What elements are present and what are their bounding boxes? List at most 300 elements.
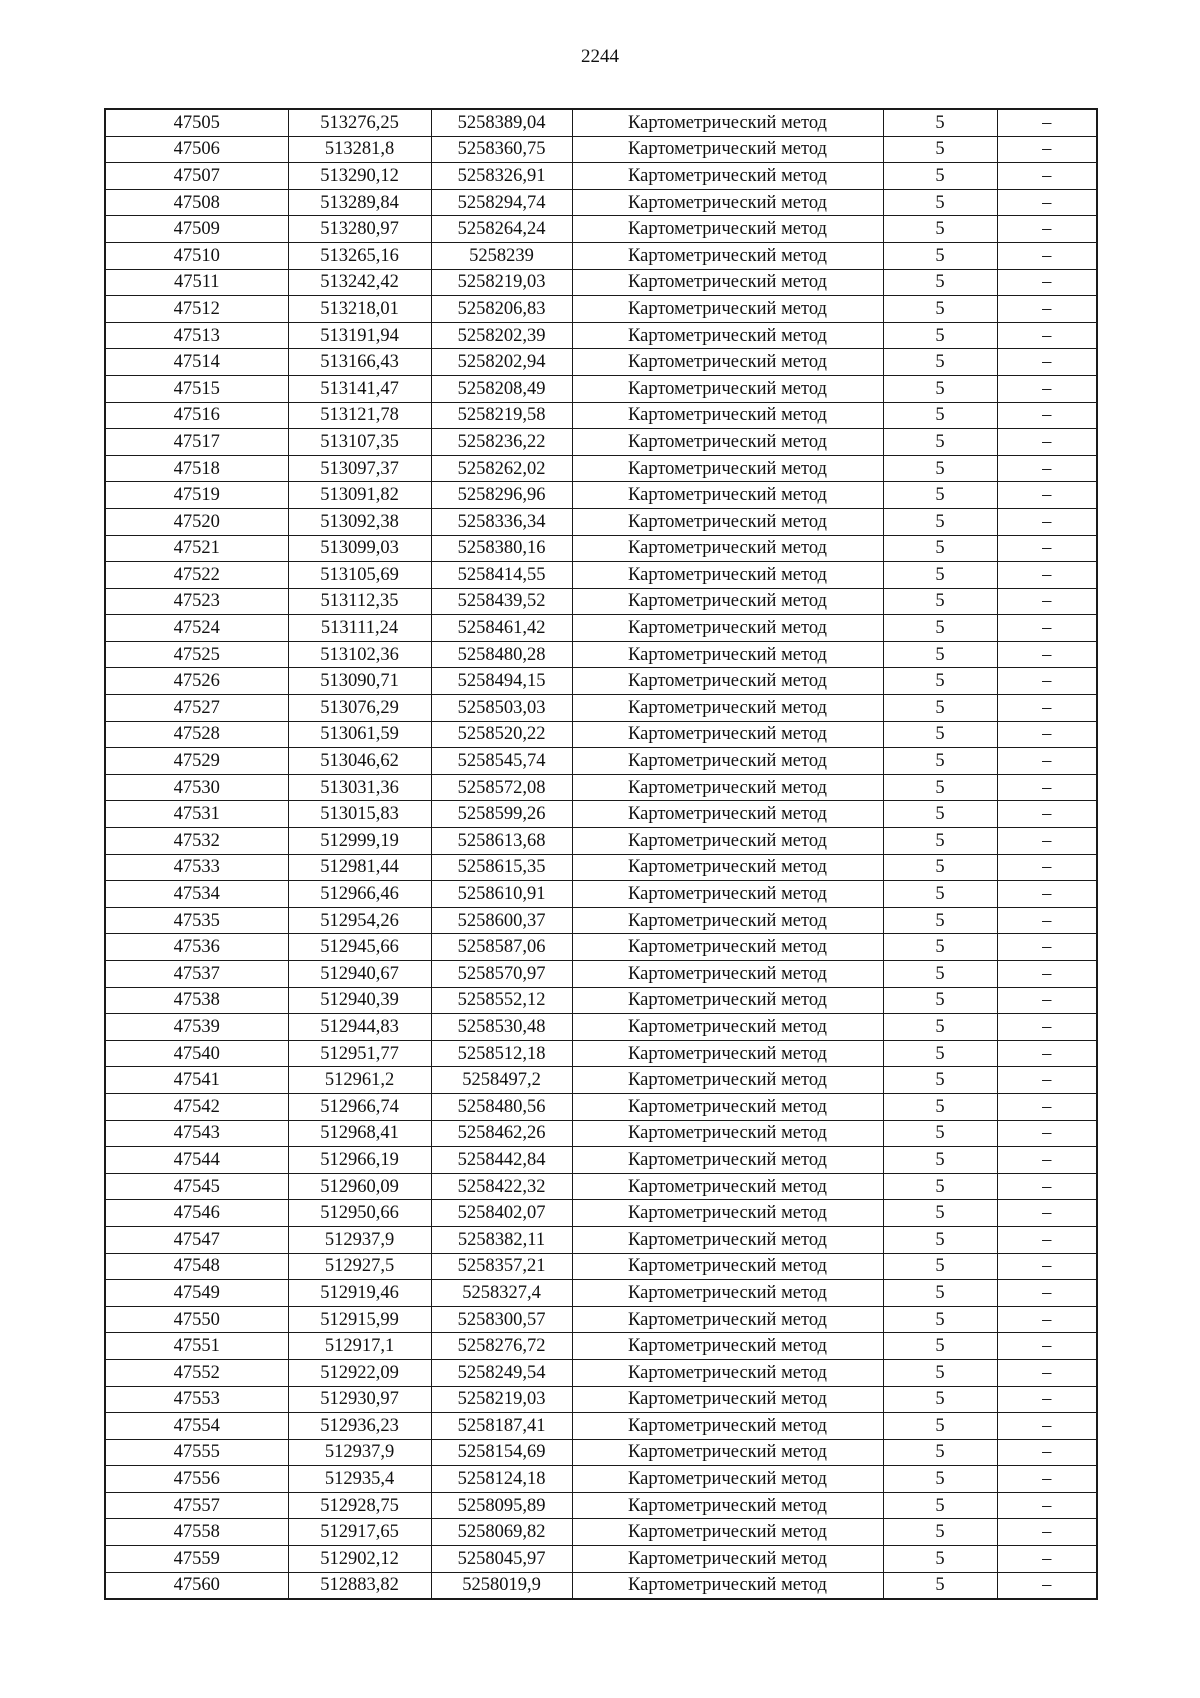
method-cell: Картометрический метод — [572, 1200, 883, 1227]
x-coordinate-cell: 513141,47 — [288, 375, 431, 402]
method-cell: Картометрический метод — [572, 588, 883, 615]
accuracy-cell: 5 — [883, 881, 997, 908]
description-cell: – — [997, 1546, 1097, 1573]
y-coordinate-cell: 5258327,4 — [431, 1280, 572, 1307]
x-coordinate-cell: 512940,39 — [288, 987, 431, 1014]
method-cell: Картометрический метод — [572, 961, 883, 988]
point-number-cell: 47551 — [105, 1333, 288, 1360]
y-coordinate-cell: 5258296,96 — [431, 482, 572, 509]
x-coordinate-cell: 513111,24 — [288, 615, 431, 642]
x-coordinate-cell: 512945,66 — [288, 934, 431, 961]
accuracy-cell: 5 — [883, 349, 997, 376]
point-number-cell: 47525 — [105, 641, 288, 668]
table-row — [105, 588, 1097, 615]
table-row — [105, 987, 1097, 1014]
x-coordinate-cell: 513061,59 — [288, 721, 431, 748]
x-coordinate-cell: 512915,99 — [288, 1306, 431, 1333]
accuracy-cell: 5 — [883, 1413, 997, 1440]
table-row — [105, 535, 1097, 562]
accuracy-cell: 5 — [883, 429, 997, 456]
description-cell: – — [997, 721, 1097, 748]
description-cell: – — [997, 615, 1097, 642]
table-row — [105, 216, 1097, 243]
point-number-cell: 47517 — [105, 429, 288, 456]
method-cell: Картометрический метод — [572, 987, 883, 1014]
description-cell: – — [997, 375, 1097, 402]
table-row — [105, 1492, 1097, 1519]
table-row — [105, 242, 1097, 269]
x-coordinate-cell: 513289,84 — [288, 189, 431, 216]
description-cell: – — [997, 1253, 1097, 1280]
description-cell: – — [997, 1200, 1097, 1227]
table-row — [105, 828, 1097, 855]
table-row — [105, 1093, 1097, 1120]
accuracy-cell: 5 — [883, 695, 997, 722]
point-number-cell: 47558 — [105, 1519, 288, 1546]
accuracy-cell: 5 — [883, 774, 997, 801]
method-cell: Картометрический метод — [572, 269, 883, 296]
x-coordinate-cell: 512999,19 — [288, 828, 431, 855]
y-coordinate-cell: 5258461,42 — [431, 615, 572, 642]
table-row — [105, 774, 1097, 801]
accuracy-cell: 5 — [883, 1173, 997, 1200]
point-number-cell: 47533 — [105, 854, 288, 881]
method-cell: Картометрический метод — [572, 828, 883, 855]
method-cell: Картометрический метод — [572, 322, 883, 349]
description-cell: – — [997, 801, 1097, 828]
table-row — [105, 1067, 1097, 1094]
point-number-cell: 47545 — [105, 1173, 288, 1200]
description-cell: – — [997, 1040, 1097, 1067]
method-cell: Картометрический метод — [572, 774, 883, 801]
point-number-cell: 47549 — [105, 1280, 288, 1307]
method-cell: Картометрический метод — [572, 562, 883, 589]
description-cell: – — [997, 1147, 1097, 1174]
point-number-cell: 47511 — [105, 269, 288, 296]
y-coordinate-cell: 5258380,16 — [431, 535, 572, 562]
y-coordinate-cell: 5258422,32 — [431, 1173, 572, 1200]
table-row — [105, 508, 1097, 535]
point-number-cell: 47559 — [105, 1546, 288, 1573]
method-cell: Картометрический метод — [572, 1253, 883, 1280]
table-row — [105, 1173, 1097, 1200]
accuracy-cell: 5 — [883, 535, 997, 562]
description-cell: – — [997, 109, 1097, 136]
description-cell: – — [997, 482, 1097, 509]
point-number-cell: 47515 — [105, 375, 288, 402]
x-coordinate-cell: 513090,71 — [288, 668, 431, 695]
description-cell: – — [997, 402, 1097, 429]
description-cell: – — [997, 322, 1097, 349]
method-cell: Картометрический метод — [572, 1333, 883, 1360]
y-coordinate-cell: 5258599,26 — [431, 801, 572, 828]
x-coordinate-cell: 512935,4 — [288, 1466, 431, 1493]
y-coordinate-cell: 5258124,18 — [431, 1466, 572, 1493]
description-cell: – — [997, 1280, 1097, 1307]
description-cell: – — [997, 1173, 1097, 1200]
y-coordinate-cell: 5258276,72 — [431, 1333, 572, 1360]
point-number-cell: 47540 — [105, 1040, 288, 1067]
point-number-cell: 47529 — [105, 748, 288, 775]
accuracy-cell: 5 — [883, 854, 997, 881]
y-coordinate-cell: 5258613,68 — [431, 828, 572, 855]
x-coordinate-cell: 512936,23 — [288, 1413, 431, 1440]
description-cell: – — [997, 1439, 1097, 1466]
method-cell: Картометрический метод — [572, 508, 883, 535]
x-coordinate-cell: 513091,82 — [288, 482, 431, 509]
description-cell: – — [997, 455, 1097, 482]
table-row — [105, 429, 1097, 456]
point-number-cell: 47541 — [105, 1067, 288, 1094]
table-body — [105, 109, 1097, 1599]
table-row — [105, 1280, 1097, 1307]
description-cell: – — [997, 1093, 1097, 1120]
table-row — [105, 881, 1097, 908]
x-coordinate-cell: 513191,94 — [288, 322, 431, 349]
point-number-cell: 47546 — [105, 1200, 288, 1227]
y-coordinate-cell: 5258236,22 — [431, 429, 572, 456]
x-coordinate-cell: 513099,03 — [288, 535, 431, 562]
method-cell: Картометрический метод — [572, 535, 883, 562]
x-coordinate-cell: 512966,46 — [288, 881, 431, 908]
method-cell: Картометрический метод — [572, 375, 883, 402]
y-coordinate-cell: 5258219,58 — [431, 402, 572, 429]
method-cell: Картометрический метод — [572, 429, 883, 456]
description-cell: – — [997, 828, 1097, 855]
accuracy-cell: 5 — [883, 1040, 997, 1067]
table-row — [105, 1120, 1097, 1147]
y-coordinate-cell: 5258439,52 — [431, 588, 572, 615]
x-coordinate-cell: 512917,1 — [288, 1333, 431, 1360]
x-coordinate-cell: 513031,36 — [288, 774, 431, 801]
y-coordinate-cell: 5258610,91 — [431, 881, 572, 908]
accuracy-cell: 5 — [883, 1200, 997, 1227]
table-row — [105, 1386, 1097, 1413]
point-number-cell: 47512 — [105, 296, 288, 323]
method-cell: Картометрический метод — [572, 455, 883, 482]
x-coordinate-cell: 513218,01 — [288, 296, 431, 323]
description-cell: – — [997, 189, 1097, 216]
method-cell: Картометрический метод — [572, 1572, 883, 1599]
x-coordinate-cell: 513076,29 — [288, 695, 431, 722]
point-number-cell: 47547 — [105, 1226, 288, 1253]
point-number-cell: 47522 — [105, 562, 288, 589]
table-row — [105, 1413, 1097, 1440]
table-row — [105, 695, 1097, 722]
y-coordinate-cell: 5258219,03 — [431, 269, 572, 296]
y-coordinate-cell: 5258442,84 — [431, 1147, 572, 1174]
table-row — [105, 109, 1097, 136]
accuracy-cell: 5 — [883, 1120, 997, 1147]
method-cell: Картометрический метод — [572, 934, 883, 961]
y-coordinate-cell: 5258045,97 — [431, 1546, 572, 1573]
description-cell: – — [997, 163, 1097, 190]
description-cell: – — [997, 535, 1097, 562]
method-cell: Картометрический метод — [572, 1226, 883, 1253]
method-cell: Картометрический метод — [572, 1492, 883, 1519]
accuracy-cell: 5 — [883, 1359, 997, 1386]
point-number-cell: 47508 — [105, 189, 288, 216]
y-coordinate-cell: 5258414,55 — [431, 562, 572, 589]
description-cell: – — [997, 774, 1097, 801]
y-coordinate-cell: 5258300,57 — [431, 1306, 572, 1333]
accuracy-cell: 5 — [883, 136, 997, 163]
x-coordinate-cell: 513112,35 — [288, 588, 431, 615]
accuracy-cell: 5 — [883, 1226, 997, 1253]
point-number-cell: 47535 — [105, 907, 288, 934]
point-number-cell: 47526 — [105, 668, 288, 695]
x-coordinate-cell: 512928,75 — [288, 1492, 431, 1519]
x-coordinate-cell: 513276,25 — [288, 109, 431, 136]
table-row — [105, 269, 1097, 296]
y-coordinate-cell: 5258520,22 — [431, 721, 572, 748]
method-cell: Картометрический метод — [572, 1386, 883, 1413]
table-row — [105, 615, 1097, 642]
x-coordinate-cell: 512954,26 — [288, 907, 431, 934]
method-cell: Картометрический метод — [572, 1439, 883, 1466]
y-coordinate-cell: 5258545,74 — [431, 748, 572, 775]
table-row — [105, 189, 1097, 216]
description-cell: – — [997, 242, 1097, 269]
method-cell: Картометрический метод — [572, 189, 883, 216]
description-cell: – — [997, 695, 1097, 722]
description-cell: – — [997, 641, 1097, 668]
method-cell: Картометрический метод — [572, 615, 883, 642]
y-coordinate-cell: 5258262,02 — [431, 455, 572, 482]
description-cell: – — [997, 1519, 1097, 1546]
y-coordinate-cell: 5258497,2 — [431, 1067, 572, 1094]
y-coordinate-cell: 5258615,35 — [431, 854, 572, 881]
y-coordinate-cell: 5258389,04 — [431, 109, 572, 136]
accuracy-cell: 5 — [883, 721, 997, 748]
accuracy-cell: 5 — [883, 322, 997, 349]
table-row — [105, 375, 1097, 402]
point-number-cell: 47519 — [105, 482, 288, 509]
table-row — [105, 402, 1097, 429]
point-number-cell: 47539 — [105, 1014, 288, 1041]
description-cell: – — [997, 349, 1097, 376]
accuracy-cell: 5 — [883, 615, 997, 642]
x-coordinate-cell: 513265,16 — [288, 242, 431, 269]
point-number-cell: 47505 — [105, 109, 288, 136]
method-cell: Картометрический метод — [572, 907, 883, 934]
accuracy-cell: 5 — [883, 1093, 997, 1120]
table-row — [105, 1040, 1097, 1067]
point-number-cell: 47553 — [105, 1386, 288, 1413]
method-cell: Картометрический метод — [572, 482, 883, 509]
description-cell: – — [997, 588, 1097, 615]
point-number-cell: 47527 — [105, 695, 288, 722]
point-number-cell: 47555 — [105, 1439, 288, 1466]
accuracy-cell: 5 — [883, 1333, 997, 1360]
y-coordinate-cell: 5258587,06 — [431, 934, 572, 961]
point-number-cell: 47536 — [105, 934, 288, 961]
description-cell: – — [997, 1226, 1097, 1253]
table-row — [105, 721, 1097, 748]
method-cell: Картометрический метод — [572, 1413, 883, 1440]
x-coordinate-cell: 512966,19 — [288, 1147, 431, 1174]
point-number-cell: 47506 — [105, 136, 288, 163]
method-cell: Картометрический метод — [572, 748, 883, 775]
y-coordinate-cell: 5258462,26 — [431, 1120, 572, 1147]
description-cell: – — [997, 429, 1097, 456]
x-coordinate-cell: 513242,42 — [288, 269, 431, 296]
description-cell: – — [997, 1386, 1097, 1413]
table-row — [105, 1333, 1097, 1360]
point-number-cell: 47557 — [105, 1492, 288, 1519]
y-coordinate-cell: 5258219,03 — [431, 1386, 572, 1413]
y-coordinate-cell: 5258600,37 — [431, 907, 572, 934]
accuracy-cell: 5 — [883, 1546, 997, 1573]
y-coordinate-cell: 5258480,28 — [431, 641, 572, 668]
table-row — [105, 641, 1097, 668]
method-cell: Картометрический метод — [572, 668, 883, 695]
table-row — [105, 1226, 1097, 1253]
point-number-cell: 47518 — [105, 455, 288, 482]
y-coordinate-cell: 5258503,03 — [431, 695, 572, 722]
method-cell: Картометрический метод — [572, 1546, 883, 1573]
accuracy-cell: 5 — [883, 562, 997, 589]
x-coordinate-cell: 513107,35 — [288, 429, 431, 456]
description-cell: – — [997, 748, 1097, 775]
table-row — [105, 1306, 1097, 1333]
table-row — [105, 1147, 1097, 1174]
y-coordinate-cell: 5258264,24 — [431, 216, 572, 243]
y-coordinate-cell: 5258202,39 — [431, 322, 572, 349]
table-row — [105, 668, 1097, 695]
table-row — [105, 1014, 1097, 1041]
x-coordinate-cell: 512922,09 — [288, 1359, 431, 1386]
y-coordinate-cell: 5258360,75 — [431, 136, 572, 163]
accuracy-cell: 5 — [883, 987, 997, 1014]
description-cell: – — [997, 854, 1097, 881]
method-cell: Картометрический метод — [572, 1040, 883, 1067]
x-coordinate-cell: 513280,97 — [288, 216, 431, 243]
point-number-cell: 47524 — [105, 615, 288, 642]
x-coordinate-cell: 513290,12 — [288, 163, 431, 190]
method-cell: Картометрический метод — [572, 1014, 883, 1041]
accuracy-cell: 5 — [883, 1306, 997, 1333]
method-cell: Картометрический метод — [572, 402, 883, 429]
point-number-cell: 47530 — [105, 774, 288, 801]
description-cell: – — [997, 1306, 1097, 1333]
accuracy-cell: 5 — [883, 1492, 997, 1519]
point-number-cell: 47521 — [105, 535, 288, 562]
point-number-cell: 47543 — [105, 1120, 288, 1147]
point-number-cell: 47542 — [105, 1093, 288, 1120]
method-cell: Картометрический метод — [572, 721, 883, 748]
point-number-cell: 47532 — [105, 828, 288, 855]
description-cell: – — [997, 562, 1097, 589]
accuracy-cell: 5 — [883, 1466, 997, 1493]
point-number-cell: 47514 — [105, 349, 288, 376]
point-number-cell: 47537 — [105, 961, 288, 988]
accuracy-cell: 5 — [883, 375, 997, 402]
description-cell: – — [997, 269, 1097, 296]
y-coordinate-cell: 5258206,83 — [431, 296, 572, 323]
y-coordinate-cell: 5258357,21 — [431, 1253, 572, 1280]
accuracy-cell: 5 — [883, 216, 997, 243]
method-cell: Картометрический метод — [572, 1359, 883, 1386]
method-cell: Картометрический метод — [572, 801, 883, 828]
description-cell: – — [997, 934, 1097, 961]
point-number-cell: 47534 — [105, 881, 288, 908]
point-number-cell: 47538 — [105, 987, 288, 1014]
description-cell: – — [997, 961, 1097, 988]
x-coordinate-cell: 513105,69 — [288, 562, 431, 589]
x-coordinate-cell: 512961,2 — [288, 1067, 431, 1094]
x-coordinate-cell: 512960,09 — [288, 1173, 431, 1200]
accuracy-cell: 5 — [883, 1439, 997, 1466]
table-row — [105, 1439, 1097, 1466]
y-coordinate-cell: 5258480,56 — [431, 1093, 572, 1120]
description-cell: – — [997, 1067, 1097, 1094]
accuracy-cell: 5 — [883, 269, 997, 296]
y-coordinate-cell: 5258069,82 — [431, 1519, 572, 1546]
point-number-cell: 47556 — [105, 1466, 288, 1493]
description-cell: – — [997, 987, 1097, 1014]
y-coordinate-cell: 5258382,11 — [431, 1226, 572, 1253]
x-coordinate-cell: 513015,83 — [288, 801, 431, 828]
point-number-cell: 47516 — [105, 402, 288, 429]
accuracy-cell: 5 — [883, 668, 997, 695]
y-coordinate-cell: 5258512,18 — [431, 1040, 572, 1067]
method-cell: Картометрический метод — [572, 1280, 883, 1307]
table-row — [105, 163, 1097, 190]
point-number-cell: 47560 — [105, 1572, 288, 1599]
table-row — [105, 296, 1097, 323]
method-cell: Картометрический метод — [572, 1173, 883, 1200]
x-coordinate-cell: 512919,46 — [288, 1280, 431, 1307]
accuracy-cell: 5 — [883, 961, 997, 988]
x-coordinate-cell: 512902,12 — [288, 1546, 431, 1573]
description-cell: – — [997, 296, 1097, 323]
y-coordinate-cell: 5258402,07 — [431, 1200, 572, 1227]
point-number-cell: 47513 — [105, 322, 288, 349]
point-number-cell: 47509 — [105, 216, 288, 243]
y-coordinate-cell: 5258572,08 — [431, 774, 572, 801]
y-coordinate-cell: 5258019,9 — [431, 1572, 572, 1599]
y-coordinate-cell: 5258494,15 — [431, 668, 572, 695]
accuracy-cell: 5 — [883, 1253, 997, 1280]
table-row — [105, 322, 1097, 349]
accuracy-cell: 5 — [883, 1014, 997, 1041]
y-coordinate-cell: 5258570,97 — [431, 961, 572, 988]
point-number-cell: 47544 — [105, 1147, 288, 1174]
accuracy-cell: 5 — [883, 109, 997, 136]
x-coordinate-cell: 512968,41 — [288, 1120, 431, 1147]
accuracy-cell: 5 — [883, 1572, 997, 1599]
table-row — [105, 1253, 1097, 1280]
description-cell: – — [997, 216, 1097, 243]
method-cell: Картометрический метод — [572, 349, 883, 376]
point-number-cell: 47523 — [105, 588, 288, 615]
accuracy-cell: 5 — [883, 455, 997, 482]
x-coordinate-cell: 512966,74 — [288, 1093, 431, 1120]
x-coordinate-cell: 512930,97 — [288, 1386, 431, 1413]
x-coordinate-cell: 513092,38 — [288, 508, 431, 535]
description-cell: – — [997, 1014, 1097, 1041]
description-cell: – — [997, 881, 1097, 908]
table-row — [105, 136, 1097, 163]
accuracy-cell: 5 — [883, 1280, 997, 1307]
point-number-cell: 47548 — [105, 1253, 288, 1280]
x-coordinate-cell: 512937,9 — [288, 1439, 431, 1466]
description-cell: – — [997, 1333, 1097, 1360]
table-row — [105, 748, 1097, 775]
method-cell: Картометрический метод — [572, 1306, 883, 1333]
table-row — [105, 934, 1097, 961]
